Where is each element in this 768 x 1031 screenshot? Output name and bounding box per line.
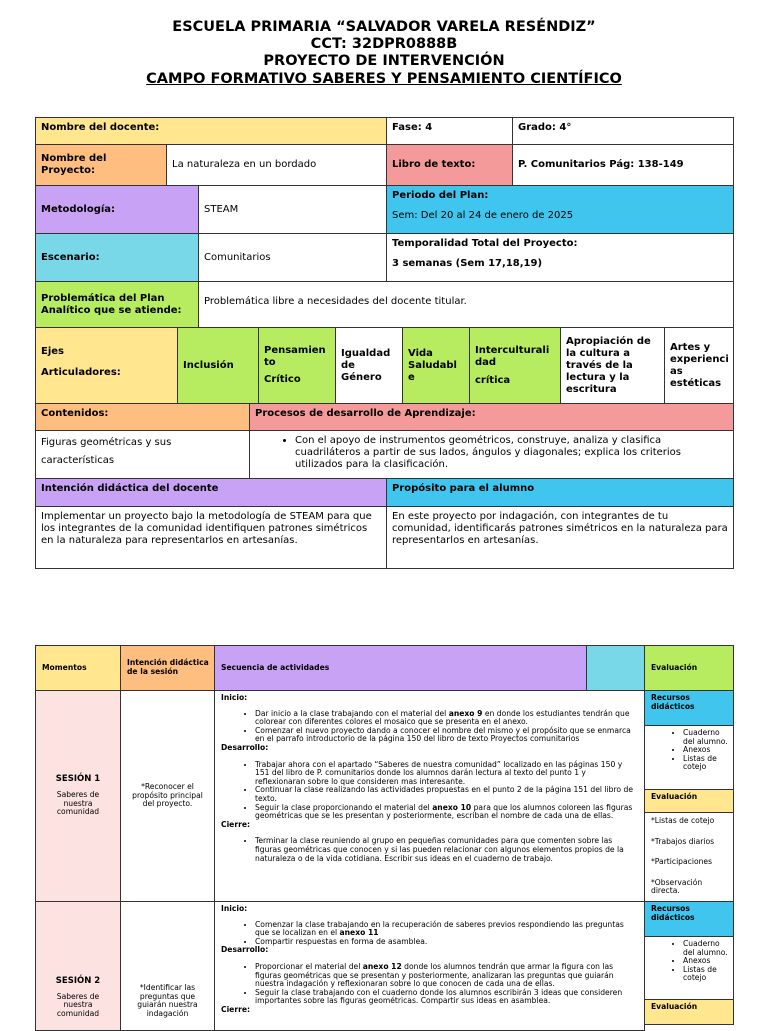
metodologia-label-text: Metodología: bbox=[41, 203, 116, 215]
libro-label-text: Libro de texto: bbox=[392, 159, 476, 170]
s1-recursos-list bbox=[644, 725, 734, 790]
s1-inicio-item: • Dar inicio a la clase trabajando con el material del anexo 9 en donde los estudiantes tendrán que colorear con diferentes colores el mosaico que se presenta en el anexo. bbox=[255, 710, 638, 727]
eje-pensamiento bbox=[258, 327, 336, 404]
intencion-header-text: Intención didáctica de la sesión bbox=[127, 658, 209, 676]
intencion-value: Implementar un proyecto bajo la metodología de STEAM para que los integrantes de la comunidad identifiquen patrones simétricos en la naturaleza para representarlos en artesanías. bbox=[35, 506, 387, 569]
fase: Fase: 4 bbox=[386, 117, 513, 145]
s2-desarrollo-label: Desarrollo: bbox=[221, 945, 269, 955]
s1-eval-item: *Participaciones bbox=[651, 857, 713, 867]
cct: CCT: 32DPR0888B bbox=[310, 36, 458, 52]
session-1-cell bbox=[35, 690, 121, 902]
momentos-header bbox=[35, 645, 121, 691]
proposito-label: Propósito para el alumno bbox=[386, 478, 734, 507]
proposito-value: En este proyecto por indagación, con integrantes de tu comunidad, identificarás patrones simétricos en la naturaleza para representarlos en artesanías. bbox=[386, 506, 734, 569]
session-1-secuencia bbox=[214, 690, 645, 902]
s1-desarrollo-item: • Seguir la clase proporcionando el material del anexo 10 para que los alumnos coloreen las figuras geométricas que se les presentan y posteriormente, escriban el nombre de cada una de ellas. bbox=[255, 804, 638, 821]
temporalidad-value: 3 semanas (Sem 17,18,19) bbox=[392, 258, 543, 269]
proyecto-value bbox=[166, 144, 387, 186]
s2-desarrollo-item: • Seguir la clase trabajando con el cuaderno donde los alumnos escribirán 3 ideas que consideren importantes sobre las figuras geométricas. Compartir sus ideas en asamblea. bbox=[255, 989, 638, 1006]
s1-inicio-label: Inicio: bbox=[221, 693, 248, 702]
eje-artes-text: Artes y experienci as estéticas bbox=[670, 341, 729, 389]
problematica-label bbox=[35, 281, 199, 328]
temporalidad-label: Temporalidad Total del Proyecto: bbox=[392, 238, 578, 249]
eje-pensamiento-2: to bbox=[264, 357, 276, 368]
eje-pensamiento-1: Pensamien bbox=[264, 345, 326, 356]
session-1-intencion-text: *Reconocer el propósito principal del proyecto. bbox=[132, 782, 203, 809]
session-2-cell bbox=[35, 901, 121, 1031]
escenario-value bbox=[198, 233, 387, 282]
s2-evaluacion-label: Evaluación bbox=[644, 999, 734, 1025]
proyecto-value-text: La naturaleza en un bordado bbox=[172, 159, 317, 170]
s1-desarrollo-label: Desarrollo: bbox=[221, 742, 269, 752]
s2-recurso-item: • Anexos bbox=[683, 957, 729, 966]
s2-recursos-label: Recursos didácticos bbox=[644, 901, 734, 937]
periodo-value: Sem: Del 20 al 24 de enero de 2025 bbox=[392, 210, 574, 221]
eje-igualdad-text: Igualdad de Género bbox=[341, 347, 391, 383]
s1-desarrollo-item: • Trabajar ahora con el apartado “Saberes de nuestra comunidad” localizado en las páginas 150 y 151 del libro de P. comunitarios donde los alumnos darán lectura al texto del punto 1 y reflexionaran sobre lo que consideren mas interesante. bbox=[255, 761, 638, 787]
contenido-2: características bbox=[41, 455, 115, 466]
s2-recurso-item: • Listas de cotejo bbox=[683, 966, 729, 983]
eje-vida-text: Vida Saludabl e bbox=[408, 347, 457, 383]
proyecto-label bbox=[35, 144, 167, 186]
s2-cierre-label: Cierre: bbox=[221, 1004, 251, 1014]
evaluacion-header bbox=[644, 645, 734, 691]
s1-eval-item: *Trabajos diarios bbox=[651, 836, 715, 846]
secuencia-header bbox=[214, 645, 587, 691]
escenario-value-text: Comunitarios bbox=[204, 251, 271, 263]
momentos-header-text: Momentos bbox=[42, 662, 87, 672]
s1-eval-item: *Observación directa. bbox=[651, 877, 703, 896]
problematica-label-text: Problemática del Plan Analítico que se atiende: bbox=[41, 292, 182, 316]
metodologia-value-text: STEAM bbox=[204, 203, 239, 215]
campo-formativo: CAMPO FORMATIVO SABERES Y PENSAMIENTO CIENTÍFICO bbox=[146, 71, 622, 87]
eje-pensamiento-3: Crítico bbox=[264, 374, 301, 385]
s1-cierre-item: • Terminar la clase reuniendo al grupo en pequeñas comunidades para que comenten sobre las figuras geométricas que conocen y si las pueden relacionar con algunos elementos propios de la naturaleza o de la vida cotidiana. Escribir sus ideas en el cuaderno de trabajo. bbox=[255, 837, 638, 863]
session-1-subtitle: Saberes de nuestra comunidad bbox=[56, 789, 100, 817]
blank-header bbox=[586, 645, 645, 691]
s1-recurso-item: • Anexos bbox=[683, 746, 729, 755]
eje-inter-2: crítica bbox=[475, 374, 511, 386]
contenido-cell bbox=[35, 430, 250, 479]
session-2-title: SESIÓN 2 bbox=[55, 976, 101, 986]
session-2-intencion: *Identificar las preguntas que guiarán nuestra indagación bbox=[120, 901, 215, 1031]
procesos-label: Procesos de desarrollo de Aprendizaje: bbox=[249, 403, 734, 431]
s2-inicio-item: • Compartir respuestas en forma de asamblea. bbox=[255, 938, 638, 947]
problematica-value: Problemática libre a necesidades del docente titular. bbox=[198, 281, 734, 328]
session-2-subtitle: Saberes de nuestra comunidad bbox=[56, 991, 100, 1018]
session-1-title: SESIÓN 1 bbox=[55, 774, 101, 785]
contenido-1: Figuras geométricas y sus bbox=[41, 437, 172, 448]
s2-inicio-item: • Comenzar la clase trabajando en la recuperación de saberes previos respondiendo las preguntas que se localizan en el anexo 11 bbox=[255, 921, 638, 938]
s1-desarrollo-item: • Continuar la clase realizando las actividades propuestas en el punto 2 de la página 151 del libro de texto. bbox=[255, 786, 638, 803]
proceso-item: • Con el apoyo de instrumentos geométricos, construye, analiza y clasifica cuadriláteros a partir de sus lados, ángulos y diagonales; explica los criterios utilizados para la clasificación. bbox=[295, 435, 728, 471]
proyecto-label-text: Nombre del Proyecto: bbox=[41, 153, 107, 176]
docente-label: Nombre del docente: bbox=[35, 117, 387, 145]
grado: Grado: 4° bbox=[512, 117, 734, 145]
secuencia-header-text: Secuencia de actividades bbox=[221, 662, 330, 672]
eje-interculturalidad bbox=[469, 327, 561, 404]
s1-evaluacion-list bbox=[644, 812, 734, 902]
ejes-label bbox=[35, 327, 178, 404]
metodologia-value bbox=[198, 185, 387, 234]
eje-apropiacion bbox=[560, 327, 665, 404]
evaluacion-header-text: Evaluación bbox=[651, 662, 698, 672]
metodologia-label bbox=[35, 185, 199, 234]
intencion-header bbox=[120, 645, 215, 691]
s2-recursos-list bbox=[644, 936, 734, 1000]
session-1-intencion bbox=[120, 690, 215, 902]
s2-inicio-label: Inicio: bbox=[221, 904, 248, 913]
project-type: PROYECTO DE INTERVENCIÓN bbox=[263, 53, 505, 69]
s1-inicio-item: • Comenzar el nuevo proyecto dando a conocer el nombre del mismo y el propósito que se enmarca en el parrafo introductorio de la página 150 del libro de texto Proyectos comunitarios bbox=[255, 727, 638, 744]
s1-recursos-label: Recursos didácticos bbox=[644, 690, 734, 726]
intencion-label: Intención didáctica del docente bbox=[35, 478, 387, 507]
escenario-label-text: Escenario: bbox=[41, 251, 100, 263]
libro-value bbox=[512, 144, 734, 186]
ejes-label-2: Articuladores: bbox=[41, 367, 121, 378]
libro-value-text: P. Comunitarios Pág: 138-149 bbox=[518, 159, 684, 170]
periodo-cell bbox=[386, 185, 734, 234]
periodo-label: Periodo del Plan: bbox=[392, 190, 489, 201]
school-name: ESCUELA PRIMARIA “SALVADOR VARELA RESÉNDIZ” bbox=[172, 19, 596, 35]
s1-evaluacion-label: Evaluación bbox=[644, 789, 734, 813]
s1-cierre-label: Cierre: bbox=[221, 819, 251, 829]
contenidos-label: Contenidos: bbox=[35, 403, 250, 431]
s1-recurso-item: • Cuaderno del alumno. bbox=[683, 729, 729, 746]
ejes-label-1: Ejes bbox=[41, 346, 64, 357]
s2-desarrollo-item: • Proporcionar el material del anexo 12 donde los alumnos tendrán que armar la figura con las figuras geométricas que se presentan y posteriormente, analizaran las preguntas que guiarán nuestra indagación y reflexionaran sobre lo que conocen de cada una de ellas. bbox=[255, 963, 638, 989]
temporalidad-cell bbox=[386, 233, 734, 282]
libro-label bbox=[386, 144, 513, 186]
s2-recurso-item: • Cuaderno del alumno. bbox=[683, 940, 729, 957]
eje-igualdad bbox=[335, 327, 403, 404]
eje-apropiacion-text: Apropiación de la cultura a través de la lectura y la escritura bbox=[566, 335, 651, 395]
eje-artes bbox=[664, 327, 734, 404]
eje-inclusion bbox=[177, 327, 259, 404]
eje-inter-1: Interculturali dad bbox=[475, 344, 550, 368]
eje-inclusion-text: Inclusión bbox=[183, 359, 234, 371]
proceso-cell bbox=[249, 430, 734, 479]
escenario-label bbox=[35, 233, 199, 282]
s1-eval-item: *Listas de cotejo bbox=[651, 816, 715, 825]
s1-recurso-item: • Listas de cotejo bbox=[683, 755, 729, 772]
eje-vida bbox=[402, 327, 470, 404]
session-2-secuencia bbox=[214, 901, 645, 1031]
